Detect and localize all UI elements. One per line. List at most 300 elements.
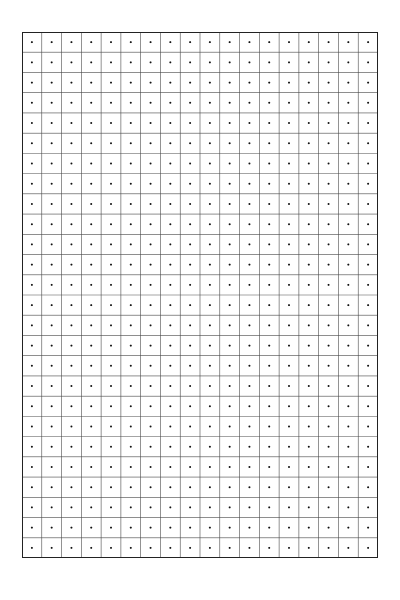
grid-dot (288, 264, 290, 266)
grid-dot (347, 243, 349, 245)
grid-dot (110, 304, 112, 306)
grid-dot (90, 324, 92, 326)
grid-dot (288, 345, 290, 347)
grid-dot (268, 405, 270, 407)
grid-dot (130, 527, 132, 529)
grid-dot (110, 385, 112, 387)
grid-dot (367, 385, 369, 387)
grid-dot (130, 41, 132, 43)
grid-dot (268, 284, 270, 286)
grid-dot (70, 223, 72, 225)
grid-dot (209, 203, 211, 205)
grid-dot (328, 203, 330, 205)
grid-dot (90, 547, 92, 549)
grid-dot (248, 405, 250, 407)
grid-dot (248, 365, 250, 367)
grid-dot (308, 486, 310, 488)
grid-dot (367, 527, 369, 529)
grid-dot (189, 446, 191, 448)
grid-dot (268, 264, 270, 266)
grid-dot (308, 304, 310, 306)
grid-dot (110, 405, 112, 407)
grid-dot (51, 102, 53, 104)
grid-dot (328, 446, 330, 448)
grid-dot (150, 426, 152, 428)
grid-dot (31, 426, 33, 428)
grid-dot (150, 466, 152, 468)
grid-dot (308, 527, 310, 529)
grid-dot (110, 446, 112, 448)
grid-dot (150, 223, 152, 225)
grid-dot (209, 122, 211, 124)
grid-dot (169, 466, 171, 468)
grid-dot (308, 284, 310, 286)
grid-dot (328, 82, 330, 84)
grid-dot (51, 264, 53, 266)
grid-dot (308, 163, 310, 165)
grid-dot (150, 203, 152, 205)
grid-dot (248, 102, 250, 104)
grid-dot (268, 122, 270, 124)
grid-dot (367, 203, 369, 205)
grid-dot (288, 405, 290, 407)
grid-dot (347, 486, 349, 488)
grid-dot (248, 506, 250, 508)
grid-dot (189, 102, 191, 104)
grid-dot (308, 102, 310, 104)
grid-dot (31, 122, 33, 124)
grid-dot (308, 142, 310, 144)
grid-dot (70, 183, 72, 185)
grid-dot (70, 61, 72, 63)
grid-dot (367, 142, 369, 144)
grid-paper-sheet (22, 32, 378, 558)
grid-dot (328, 527, 330, 529)
grid-dot (328, 163, 330, 165)
grid-dot (110, 82, 112, 84)
grid-dot (51, 284, 53, 286)
grid-dot (248, 264, 250, 266)
grid-dot (347, 82, 349, 84)
grid-dot (209, 486, 211, 488)
grid-dot (248, 122, 250, 124)
grid-dot (229, 284, 231, 286)
grid-dot (288, 41, 290, 43)
grid-dot (130, 466, 132, 468)
grid-dot (308, 264, 310, 266)
grid-dot (90, 183, 92, 185)
grid-dot (367, 102, 369, 104)
grid-dot (189, 41, 191, 43)
grid-dot (31, 284, 33, 286)
grid-dot (248, 243, 250, 245)
grid-dot (70, 547, 72, 549)
grid-dot (347, 102, 349, 104)
grid-dot (169, 142, 171, 144)
grid-dot (229, 41, 231, 43)
grid-dot (110, 61, 112, 63)
grid-dot (31, 405, 33, 407)
grid-dot (268, 426, 270, 428)
grid-dot (150, 547, 152, 549)
grid-dot (229, 163, 231, 165)
grid-dot (288, 486, 290, 488)
grid-dot (150, 365, 152, 367)
grid-dot (169, 41, 171, 43)
grid-dot (189, 324, 191, 326)
grid-dot (51, 304, 53, 306)
grid-dot (328, 385, 330, 387)
grid-dot (328, 547, 330, 549)
grid-dot (288, 527, 290, 529)
grid-dot (308, 345, 310, 347)
grid-dot (169, 61, 171, 63)
grid-dot (70, 82, 72, 84)
grid-dot (229, 446, 231, 448)
grid-dot (268, 345, 270, 347)
grid-dot (130, 183, 132, 185)
grid-dot (130, 122, 132, 124)
grid-dot (169, 102, 171, 104)
grid-dot (130, 264, 132, 266)
grid-dot (51, 446, 53, 448)
grid-dot (150, 324, 152, 326)
grid-dot (90, 304, 92, 306)
grid-dot (367, 365, 369, 367)
grid-dot (70, 304, 72, 306)
grid-dot (347, 527, 349, 529)
grid-dot (367, 122, 369, 124)
grid-dot (367, 547, 369, 549)
grid-dot (130, 446, 132, 448)
grid-dot (51, 426, 53, 428)
grid-dot (31, 102, 33, 104)
grid-dot (90, 203, 92, 205)
grid-dot (90, 284, 92, 286)
grid-dot (268, 61, 270, 63)
grid-dot (169, 385, 171, 387)
grid-dot (347, 284, 349, 286)
grid-dot (347, 203, 349, 205)
grid-dot (328, 264, 330, 266)
grid-dot (90, 243, 92, 245)
grid-dot (31, 304, 33, 306)
grid-dot (347, 446, 349, 448)
grid-dot (288, 61, 290, 63)
grid-dot (347, 547, 349, 549)
grid-dot (367, 82, 369, 84)
grid-dot (209, 527, 211, 529)
grid-dot (70, 426, 72, 428)
grid-dot (189, 264, 191, 266)
grid-dot (130, 142, 132, 144)
grid-dot (229, 466, 231, 468)
grid-dot (31, 385, 33, 387)
grid-dot (150, 122, 152, 124)
grid-dot (70, 385, 72, 387)
grid-dot (169, 506, 171, 508)
grid-dot (90, 446, 92, 448)
grid-dot (288, 284, 290, 286)
grid-dot (248, 41, 250, 43)
grid-dot (90, 82, 92, 84)
grid-dot (169, 304, 171, 306)
grid-dot (308, 426, 310, 428)
grid-dot (229, 365, 231, 367)
grid-dot (268, 142, 270, 144)
grid-dot (268, 183, 270, 185)
grid-dot (189, 203, 191, 205)
grid-dot (189, 466, 191, 468)
grid-dot (130, 163, 132, 165)
grid-dot (268, 304, 270, 306)
grid-dot (70, 324, 72, 326)
grid-dot (150, 243, 152, 245)
grid-dot (90, 506, 92, 508)
grid-dot (229, 183, 231, 185)
grid-dot (308, 243, 310, 245)
grid-dot (51, 385, 53, 387)
grid-dot (209, 446, 211, 448)
grid-dot (209, 82, 211, 84)
grid-dot (130, 304, 132, 306)
grid-dot (31, 506, 33, 508)
grid-dot (51, 506, 53, 508)
grid-dot (189, 223, 191, 225)
grid-dot (130, 486, 132, 488)
grid-dot (130, 345, 132, 347)
grid-dot (328, 61, 330, 63)
grid-dot (229, 203, 231, 205)
grid-dot (70, 466, 72, 468)
grid-dot (90, 345, 92, 347)
grid-dot (51, 243, 53, 245)
grid-dot (268, 324, 270, 326)
grid-dot (229, 102, 231, 104)
grid-dot (169, 264, 171, 266)
grid-dot (189, 122, 191, 124)
grid-dot (169, 446, 171, 448)
grid-dot (248, 304, 250, 306)
grid-dot (189, 284, 191, 286)
grid-dot (367, 446, 369, 448)
grid-dot (288, 142, 290, 144)
grid-dot (328, 122, 330, 124)
grid-dot (169, 82, 171, 84)
grid-dot (90, 223, 92, 225)
grid-dot (70, 405, 72, 407)
grid-dot (367, 183, 369, 185)
grid-dot (110, 102, 112, 104)
grid-dot (229, 223, 231, 225)
grid-dot (130, 506, 132, 508)
grid-dot (229, 142, 231, 144)
grid-dot (328, 506, 330, 508)
grid-dot (288, 365, 290, 367)
grid-dot (248, 61, 250, 63)
grid-dot (51, 61, 53, 63)
grid-dot (150, 345, 152, 347)
grid-dot (70, 446, 72, 448)
grid-dot (288, 466, 290, 468)
grid-dot (90, 365, 92, 367)
grid-dot (31, 41, 33, 43)
grid-dot (150, 264, 152, 266)
grid-dot (367, 163, 369, 165)
grid-dot (328, 405, 330, 407)
grid-dot (110, 142, 112, 144)
grid-dot (70, 142, 72, 144)
grid-dot (70, 163, 72, 165)
grid-dot (189, 163, 191, 165)
grid-dot (169, 203, 171, 205)
grid-dot (110, 183, 112, 185)
grid-dot (347, 385, 349, 387)
grid-dot (268, 203, 270, 205)
grid-dot (150, 304, 152, 306)
grid-dot (229, 486, 231, 488)
grid-dot (248, 345, 250, 347)
grid-dot (347, 405, 349, 407)
grid-dot (51, 547, 53, 549)
grid-dot (308, 385, 310, 387)
grid-lines (22, 32, 378, 558)
grid-dot (347, 163, 349, 165)
grid-dot (189, 405, 191, 407)
grid-dot (31, 486, 33, 488)
grid-dot (308, 203, 310, 205)
grid-dot (209, 506, 211, 508)
grid-dot (209, 183, 211, 185)
grid-dot (110, 264, 112, 266)
grid-dot (308, 82, 310, 84)
grid-dot (31, 223, 33, 225)
grid-dot (209, 426, 211, 428)
grid-dot (328, 324, 330, 326)
grid-dot (169, 122, 171, 124)
grid-dot (347, 506, 349, 508)
grid-dot (31, 243, 33, 245)
grid-dot (189, 527, 191, 529)
grid-dot (229, 264, 231, 266)
grid-dot (328, 365, 330, 367)
grid-dot (209, 223, 211, 225)
grid-dot (229, 527, 231, 529)
grid-dot (288, 243, 290, 245)
grid-dot (209, 547, 211, 549)
grid-dot (288, 304, 290, 306)
grid-dot (209, 365, 211, 367)
grid-dot (169, 243, 171, 245)
grid-dot (70, 365, 72, 367)
grid-dot (110, 486, 112, 488)
grid-dot (110, 345, 112, 347)
grid-dot (288, 223, 290, 225)
grid-dot (150, 506, 152, 508)
grid-dot (209, 102, 211, 104)
grid-dot (130, 284, 132, 286)
grid-dot (288, 183, 290, 185)
grid-dot (367, 466, 369, 468)
grid-dot (150, 61, 152, 63)
grid-dot (367, 506, 369, 508)
grid-dot (169, 223, 171, 225)
grid-dot (31, 142, 33, 144)
grid-dot (308, 405, 310, 407)
grid-dot (209, 385, 211, 387)
grid-dot (268, 163, 270, 165)
grid-dot (248, 324, 250, 326)
grid-dot (347, 223, 349, 225)
grid-dot (90, 527, 92, 529)
grid-dot (51, 142, 53, 144)
grid-dot (110, 122, 112, 124)
grid-dot (248, 486, 250, 488)
grid-dot (90, 102, 92, 104)
grid-dot (328, 142, 330, 144)
grid-dot (328, 102, 330, 104)
grid-dot (248, 223, 250, 225)
grid-dot (90, 61, 92, 63)
grid-dot (130, 243, 132, 245)
grid-dot (229, 324, 231, 326)
grid-dot (150, 183, 152, 185)
grid-dot (150, 405, 152, 407)
grid-dot (189, 61, 191, 63)
grid-dot (110, 41, 112, 43)
grid-dot (248, 183, 250, 185)
grid-dot (347, 61, 349, 63)
grid-dot (248, 203, 250, 205)
grid-dot (51, 163, 53, 165)
grid-dot (70, 102, 72, 104)
grid-dot (70, 284, 72, 286)
grid-dot (51, 122, 53, 124)
grid-dot (130, 223, 132, 225)
grid-dot (288, 506, 290, 508)
grid-dot (51, 486, 53, 488)
grid-dot (130, 82, 132, 84)
grid-dot (51, 405, 53, 407)
grid-dot (248, 142, 250, 144)
grid-dot (268, 243, 270, 245)
grid-dot (288, 203, 290, 205)
grid-dot (51, 324, 53, 326)
grid-dot (308, 61, 310, 63)
grid-dot (229, 547, 231, 549)
grid-dot (248, 527, 250, 529)
grid-dot (169, 426, 171, 428)
grid-dot (110, 203, 112, 205)
grid-dot (268, 41, 270, 43)
grid-dot (328, 41, 330, 43)
grid-dot (31, 527, 33, 529)
grid-dot (150, 163, 152, 165)
grid-dot (169, 284, 171, 286)
grid-dot (248, 446, 250, 448)
grid-dot (110, 527, 112, 529)
grid-dot (347, 41, 349, 43)
grid-dot (347, 345, 349, 347)
grid-dot (288, 82, 290, 84)
grid-dot (169, 365, 171, 367)
grid-dot (51, 223, 53, 225)
grid-dot (31, 324, 33, 326)
grid-dot (308, 183, 310, 185)
grid-dot (31, 82, 33, 84)
grid-dot (150, 527, 152, 529)
grid-dot (169, 405, 171, 407)
